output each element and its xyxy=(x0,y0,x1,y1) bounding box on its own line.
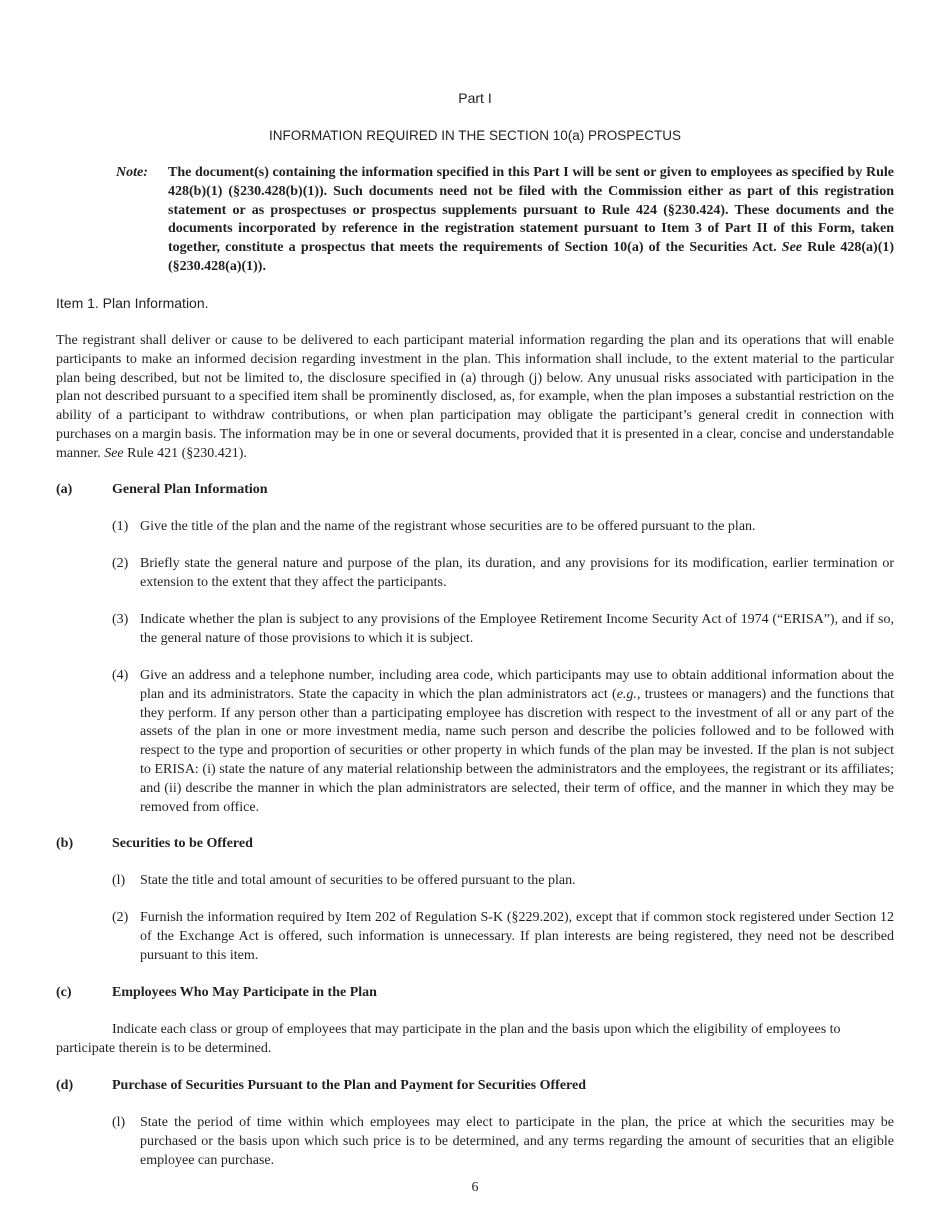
section-a-heading: (a) General Plan Information xyxy=(56,482,268,497)
list-item: (1) Give the title of the plan and the name of the registrant whose securities are to be offered pursuant to the plan. xyxy=(112,519,756,534)
item1-title: Item 1. Plan Information. xyxy=(56,295,209,311)
section-c-heading: (c) Employees Who May Participate in the Plan xyxy=(56,985,377,1000)
page-number: 6 xyxy=(471,1180,479,1195)
list-item: (2) Furnish the information required by Item 202 of Regulation S-K (§229.202), except that if common stock registered under Section 12 of the Exchange Act is offered, such information is unnecessary. If plan interests are being registered, they need not be described pursuant to this item. xyxy=(112,910,894,963)
note-block xyxy=(116,164,894,277)
section-title: INFORMATION REQUIRED IN THE SECTION 10(a) PROSPECTUS xyxy=(268,128,682,143)
list-item: (3) Indicate whether the plan is subject to any provisions of the Employee Retirement Income Security Act of 1974 (“ERISA”), and if so, the general nature of those provisions to which it is subject. xyxy=(112,612,894,646)
list-item: (l) State the title and total amount of securities to be offered pursuant to the plan. xyxy=(112,873,576,888)
item1-body: The registrant shall deliver or cause to be delivered to each participant material information regarding the plan and its operations that will enable participants to make an informed decision regarding investment in the plan. This information shall include, to the extent material to the particular plan being described, but not be limited to, the disclosure specified in (a) through (j) below. Any unusual risks associated with participation in the plan not described pursuant to a specified item shall be prominently disclosed, as, for example, when the plan imposes a substantial restriction on the ability of a participant to withdraw contributions, or when plan participation may obligate the participant’s general credit in connection with purchases on a margin basis. The information may be in one or several documents, provided that it is presented in a clear, concise and understandable manner. See Rule 421 (§230.421). xyxy=(56,333,894,461)
list-item: (4) Give an address and a telephone number, including area code, which participants may use to obtain additional information about the plan and its administrators. State the capacity in which the plan administrators act (e.g., trustees or managers) and the functions that they perform. If any person other than a participating employee has discretion with respect to the investment of all or any part of the assets of the plan in one or more investment media, name such person and describe the policies followed and to be followed with respect to the type and proportion of securities or other property in which funds of the plan may be invested. If the plan is not subject to ERISA: (i) state the nature of any material relationship between the administrators and the employees, the registrant or its affiliates; and (ii) describe the manner in which the plan administrators are selected, their term of office, and the manner in which they may be removed from office. xyxy=(112,668,894,815)
note-label: Note: xyxy=(116,165,148,180)
section-c-text: Indicate each class or group of employees that may participate in the plan and the basis upon which the eligibility of employees to participate therein is to be determined. xyxy=(56,1022,841,1056)
section-d-heading: (d) Purchase of Securities Pursuant to the Plan and Payment for Securities Offered xyxy=(56,1078,587,1093)
note-text: The document(s) containing the information specified in this Part I will be sent or given to employees as specified by Rule 428(b)(1) (§230.428(b)(1)). Such documents need not be filed with the Commission either as part of this registration statement or as prospectuses or prospectus supplements pursuant to Rule 424 (§230.424). These documents and the documents incorporated by reference in the registration statement pursuant to Item 3 of Part II of this Form, taken together, constitute a prospectus that meets the requirements of Section 10(a) of the Securities Act. See Rule 428(a)(1) (§230.428(a)(1)). xyxy=(168,165,895,274)
list-item: (l) State the period of time within which employees may elect to participate in the plan, the price at which the securities may be purchased or the basis upon which such price is to be determined, and any terms regarding the amount of securities that an eligible employee can purchase. xyxy=(112,1115,894,1168)
part-title: Part I xyxy=(458,90,492,106)
list-item: (2) Briefly state the general nature and purpose of the plan, its duration, and any provisions for its modification, earlier termination or extension to the extent that they affect the participants. xyxy=(112,556,894,590)
section-b-heading: (b) Securities to be Offered xyxy=(56,836,253,851)
